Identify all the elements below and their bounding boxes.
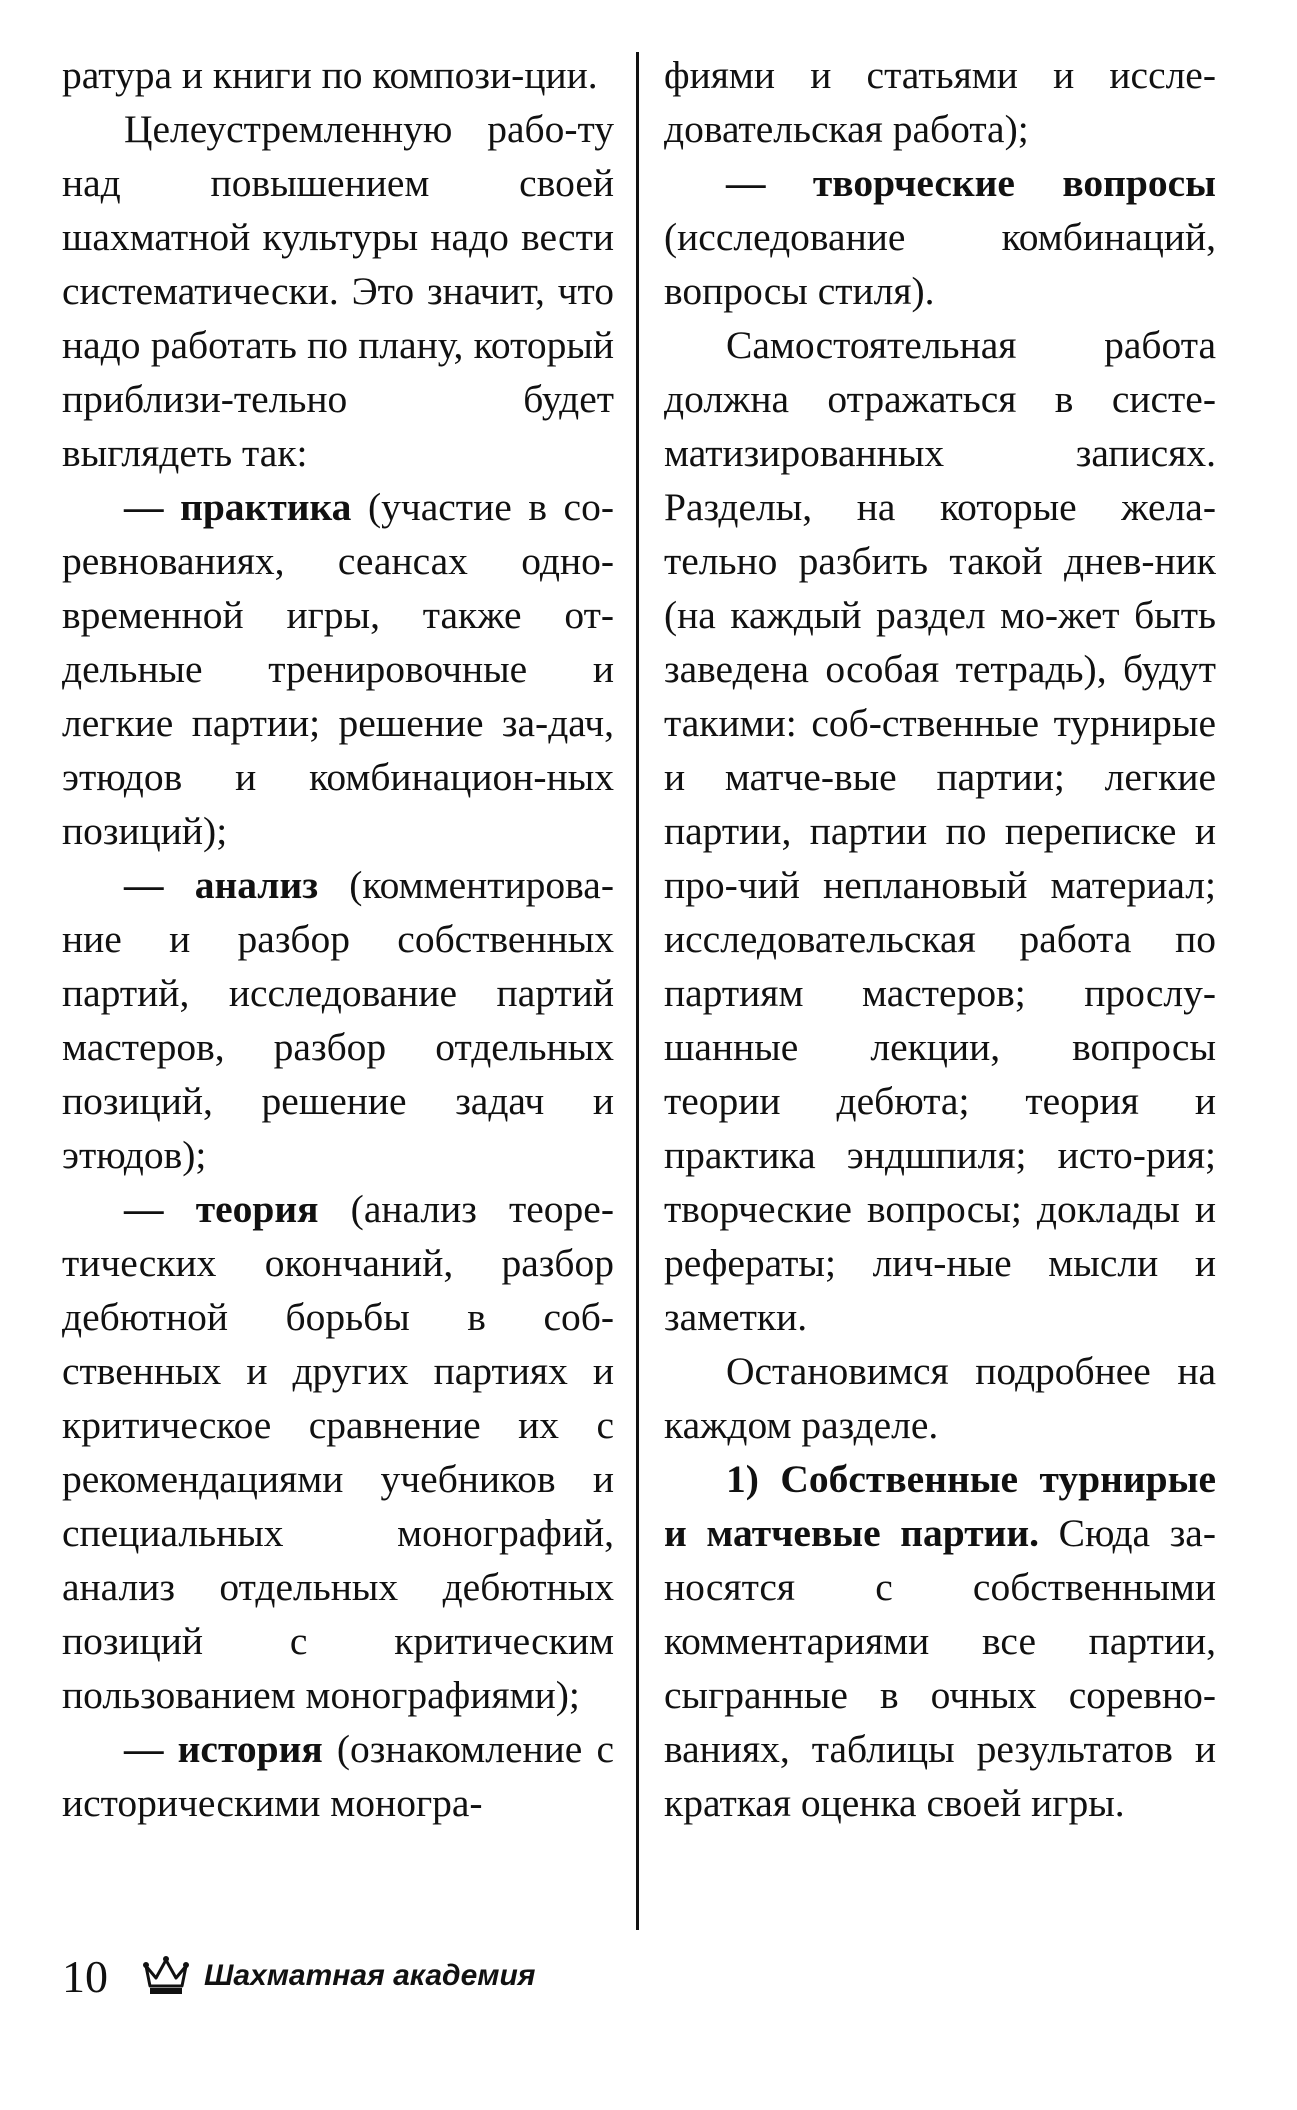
paragraph: — творческие вопросы (исследование комбинаций, вопросы стиля). <box>664 161 1216 313</box>
crown-icon <box>142 1954 190 1998</box>
paragraph: Самостоятельная работа должна отражаться в систе-матизированных записях. Разделы, на которые жела-тельно разбить такой днев-ник (на каждый раздел мо-жет быть заведена особая тетрадь), будут такими: соб-ственные турнирые и матче-вые партии; легкие партии, партии по переписке и про-чий неплановый материал; исследовательская работа по партиям мастеров; прослу-шанные лекции, вопросы теории дебюта; теория и практика эндшпиля; исто-рия; творческие вопросы; доклады и рефераты; лич-ные мысли и заметки. <box>664 323 1216 1339</box>
page-footer <box>62 1946 535 2006</box>
paragraph: ратура и книги по компози-ции. <box>62 53 598 97</box>
paragraph: Целеустремленную рабо-ту над повышением своей шахматной культуры надо вести систематически. Это значит, что надо работать по плану, который приблизи-тельно будет выглядеть так: <box>62 107 614 475</box>
paragraph: — практика (участие в со-ревнованиях, сеансах одно-временной игры, также от-дельные тренировочные и легкие партии; решение за-дач, этюдов и комбинацион-ных позиций); <box>62 485 614 853</box>
series-title: Шахматная академия <box>204 1959 536 1992</box>
paragraph: — история (ознакомление с историческими моногра- <box>62 1727 614 1825</box>
left-column <box>62 48 614 1830</box>
right-column <box>664 48 1216 1830</box>
paragraph: фиями и статьями и иссле-довательская работа); <box>664 53 1216 151</box>
paragraph: — анализ (комментирова-ние и разбор собственных партий, исследование партий мастеров, разбор отдельных позиций, решение задач и этюдов); <box>62 863 614 1177</box>
page-number: 10 <box>62 1950 108 2002</box>
paragraph: 1) Собственные турнирые и матчевые партии. Сюда за-носятся с собственными комментариями все партии, сыгранные в очных соревно-ваниях, таблицы результатов и краткая оценка своей игры. <box>664 1457 1216 1825</box>
column-divider <box>636 52 639 1930</box>
paragraph: — теория (анализ теоре-тических окончаний, разбор дебютной борьбы в соб-ственных и других партиях и критическое сравнение их с рекомендациями учебников и специальных монографий, анализ отдельных дебютных позиций с критическим пользованием монографиями); <box>62 1187 614 1717</box>
paragraph: Остановимся подробнее на каждом разделе. <box>664 1349 1216 1447</box>
